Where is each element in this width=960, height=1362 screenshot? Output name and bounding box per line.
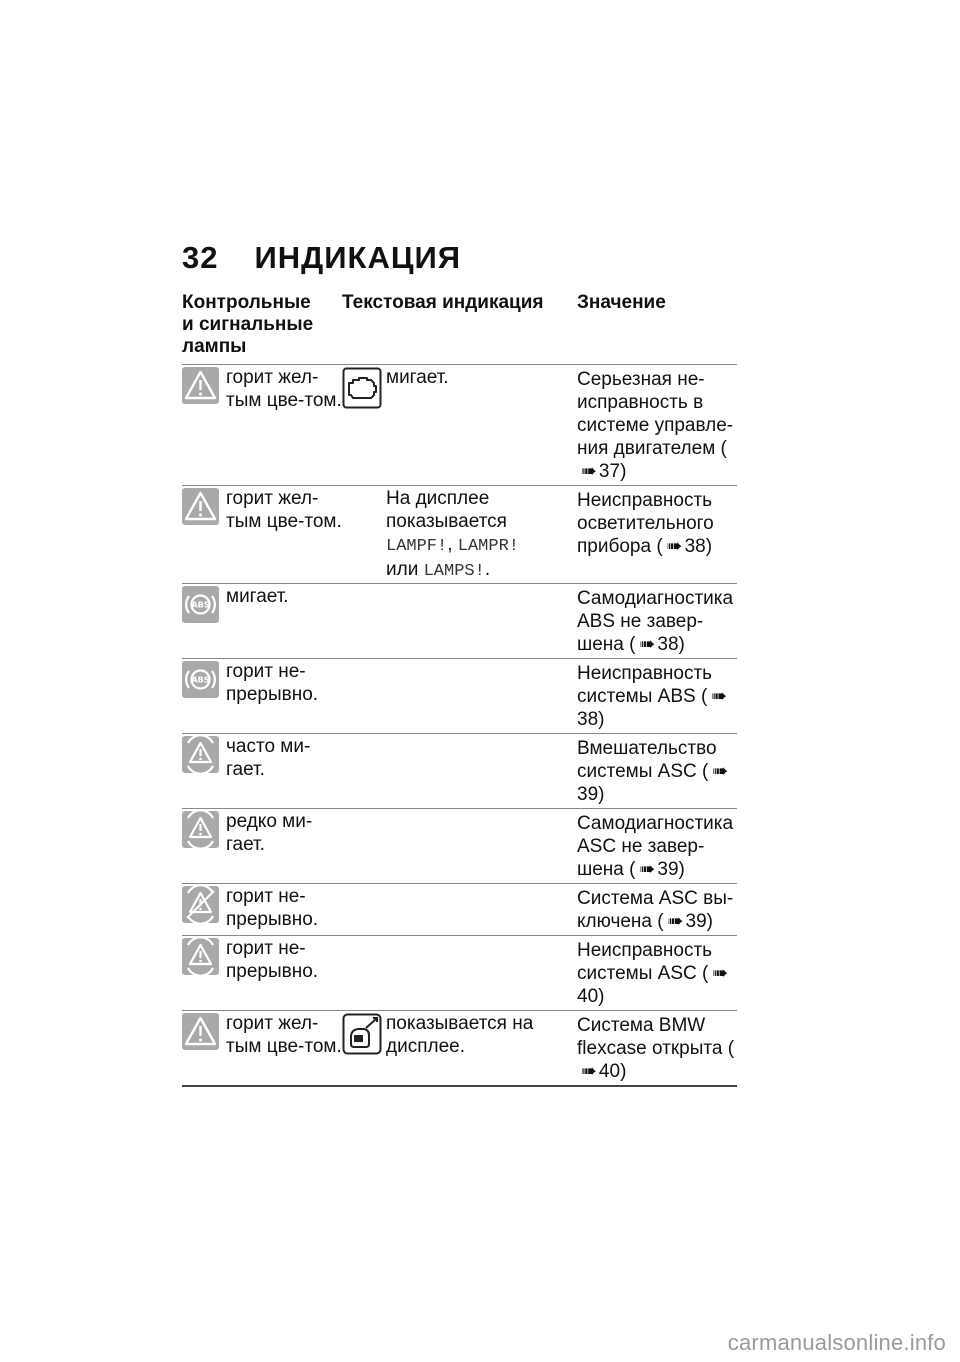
- table-row: [182, 884, 737, 936]
- asc-icon: [182, 736, 219, 773]
- warning-triangle-icon: [182, 1013, 219, 1050]
- page-heading: [182, 240, 461, 276]
- svg-text:ABS: ABS: [191, 600, 210, 610]
- text-indication: [386, 884, 577, 936]
- page-ref-arrow-icon: ➠: [712, 963, 729, 984]
- text-indication: мигает.: [386, 367, 449, 388]
- lamp-state: горит не-прерывно.: [226, 886, 319, 930]
- warning-triangle-icon: [182, 488, 219, 525]
- page-ref[interactable]: 38: [577, 709, 599, 730]
- display-code: LAMPS!: [423, 562, 485, 581]
- abs-icon: [182, 661, 219, 698]
- warning-triangle-icon: [182, 367, 219, 404]
- page-ref[interactable]: 39: [577, 784, 599, 805]
- page-ref[interactable]: 39: [685, 911, 707, 932]
- text-indication: На дисплее показывается LAMPF!, LAMPR! или LAMPS!.: [386, 488, 519, 581]
- table-row: [182, 584, 737, 659]
- text-indication: [386, 809, 577, 884]
- table-row: [182, 365, 737, 486]
- meaning: Система ASC вы-ключена ( ➠ 39): [577, 888, 734, 932]
- display-code: LAMPF!: [386, 537, 448, 556]
- meaning: Вмешательство системы ASC ( ➠39): [577, 738, 729, 805]
- page-ref-arrow-icon: ➠: [639, 634, 656, 655]
- lamp-state: горит не-прерывно.: [226, 661, 319, 705]
- lamp-state: горит жел-тым цве-том.: [226, 367, 342, 411]
- meaning: Неисправность системы ASC ( ➠40): [577, 940, 729, 1007]
- table-row: [182, 809, 737, 884]
- lamp-state: горит не-прерывно.: [226, 938, 319, 982]
- page-ref[interactable]: 40: [577, 986, 599, 1007]
- page-ref-arrow-icon: ➠: [639, 859, 656, 880]
- page-ref-arrow-icon: ➠: [581, 1061, 597, 1082]
- page-ref[interactable]: 40: [598, 1061, 621, 1082]
- svg-text:ABS: ABS: [191, 675, 210, 685]
- table-row: [182, 734, 737, 809]
- page-ref[interactable]: 38: [657, 634, 679, 655]
- text-indication: [386, 584, 577, 659]
- table-row: [182, 1011, 737, 1087]
- text-indication: показывается на дисплее.: [386, 1013, 534, 1057]
- display-code: LAMPR!: [457, 537, 519, 556]
- page-title: ИНДИКАЦИЯ: [254, 240, 462, 275]
- page-ref[interactable]: 39: [657, 859, 679, 880]
- page-ref[interactable]: 37: [598, 461, 621, 482]
- page-ref-arrow-icon: ➠: [712, 761, 729, 782]
- col-header-lamps: Контрольные и сигнальные лампы: [182, 292, 314, 357]
- asc-off-icon: [182, 886, 219, 923]
- lamp-state: часто ми-гает.: [226, 736, 311, 780]
- page-ref-arrow-icon: ➠: [711, 686, 728, 707]
- flexcase-icon: [342, 1013, 386, 1055]
- asc-icon: [182, 811, 219, 848]
- page-ref-arrow-icon: ➠: [666, 536, 683, 557]
- page-number: 32: [182, 240, 219, 275]
- lamp-state: горит жел-тым цве-том.: [226, 488, 342, 532]
- text-indication: [386, 936, 577, 1011]
- abs-icon: [182, 586, 219, 623]
- meaning: Неисправность системы ABS ( ➠38): [577, 663, 728, 730]
- lamp-state: редко ми-гает.: [226, 811, 313, 855]
- text-indication: [386, 659, 577, 734]
- text-indication: [386, 734, 577, 809]
- asc-icon: [182, 938, 219, 975]
- page-ref-arrow-icon: ➠: [581, 461, 597, 482]
- page-ref-arrow-icon: ➠: [667, 911, 684, 932]
- watermark: carmanualsonline.info: [727, 1330, 946, 1355]
- meaning: Самодиагностика ABS не завер-шена ( ➠ 38): [577, 588, 734, 655]
- meaning: Неисправность осветительного прибора ( ➠ 38): [577, 490, 714, 557]
- lamp-state: горит жел-тым цве-том.: [226, 1013, 342, 1057]
- col-header-text: Текстовая индикация: [342, 292, 544, 313]
- meaning: Самодиагностика ASC не завер-шена ( ➠ 39): [577, 813, 734, 880]
- indicator-table: [182, 364, 737, 1087]
- meaning: Система BMW flexcase открыта (➠ 40): [577, 1015, 735, 1082]
- engine-check-icon: [342, 367, 386, 409]
- lamp-state: мигает.: [226, 586, 289, 607]
- page-ref[interactable]: 38: [684, 536, 706, 557]
- meaning: Серьезная не-исправность в системе управле-ния двигателем (➠ 37): [577, 369, 734, 482]
- table-row: [182, 936, 737, 1011]
- table-row: [182, 486, 737, 584]
- table-row: [182, 659, 737, 734]
- col-header-meaning: Значение: [577, 292, 666, 313]
